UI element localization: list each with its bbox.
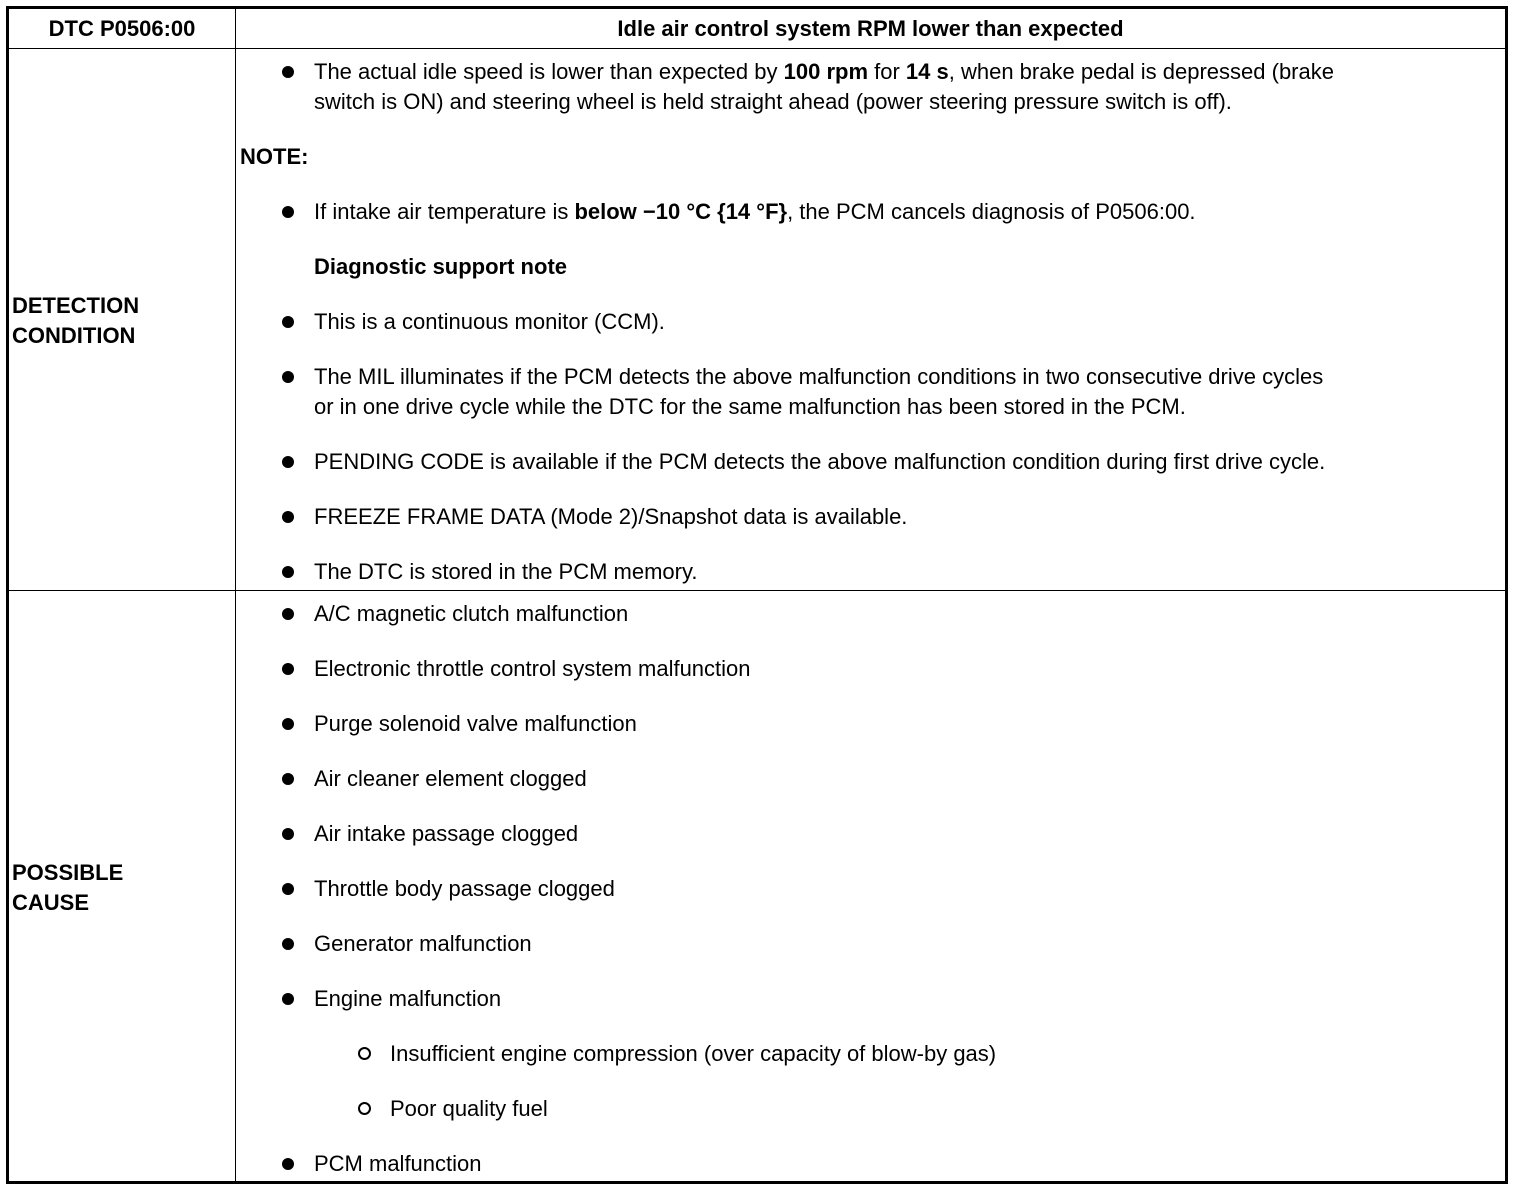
cause-item: Air cleaner element clogged [314,766,587,791]
bullet-icon [282,1158,294,1170]
cause-sub-item: Insufficient engine compression (over capacity of blow-by gas) [390,1041,997,1066]
bullet-icon [282,371,294,383]
bullet-icon [282,316,294,328]
column-divider [235,9,236,1181]
bullet-icon [282,663,294,675]
cause-item: Electronic throttle control system malfunction [314,656,751,681]
bullet-icon [282,456,294,468]
cause-item: Engine malfunction [314,986,502,1011]
hollow-bullet-icon [358,1047,371,1060]
cause-item: Generator malfunction [314,931,532,956]
support-item-mil-line-1: The MIL illuminates if the PCM detects the above malfunction conditions in two consecutive drive cycles [314,364,1324,389]
bullet-icon [282,938,294,950]
possible-cause-label: POSSIBLE CAUSE [12,860,124,915]
bullet-icon [282,718,294,730]
bullet-icon [282,566,294,578]
support-item-pending-code: PENDING CODE is available if the PCM detects the above malfunction condition during first drive cycle. [314,449,1326,474]
header-divider [9,48,1505,49]
cause-item: Purge solenoid valve malfunction [314,711,637,736]
support-item-ccm: This is a continuous monitor (CCM). [314,309,665,334]
dtc-title: Idle air control system RPM lower than expected [617,16,1124,41]
bullet-icon [282,66,294,78]
detection-bullet-1-line-2: switch is ON) and steering wheel is held straight ahead (power steering pressure switch is off). [314,89,1232,114]
cause-item: PCM malfunction [314,1151,482,1176]
section-divider [9,590,1505,591]
hollow-bullet-icon [358,1102,371,1115]
bullet-icon [282,511,294,523]
support-item-dtc-stored: The DTC is stored in the PCM memory. [314,559,698,584]
detection-condition-label: DETECTION CONDITION [12,293,140,348]
cause-item: Throttle body passage clogged [314,876,615,901]
bullet-icon [282,773,294,785]
cause-sub-item: Poor quality fuel [390,1096,548,1121]
support-item-freeze-frame: FREEZE FRAME DATA (Mode 2)/Snapshot data is available. [314,504,908,529]
cause-item: Air intake passage clogged [314,821,579,846]
cause-item: A/C magnetic clutch malfunction [314,601,629,626]
detection-bullet-1-line-1: The actual idle speed is lower than expected by 100 rpm for 14 s, when brake pedal is depressed (brake [314,59,1334,84]
bullet-icon [282,206,294,218]
note-label: NOTE: [240,144,309,169]
bullet-icon [282,883,294,895]
bullet-icon [282,608,294,620]
support-note-heading: Diagnostic support note [314,254,567,279]
dtc-code: DTC P0506:00 [48,16,196,41]
note-item: If intake air temperature is below −10 °C {14 °F}, the PCM cancels diagnosis of P0506:00. [314,199,1196,224]
dtc-table [6,6,1508,1184]
bullet-icon [282,828,294,840]
bullet-icon [282,993,294,1005]
support-item-mil-line-2: or in one drive cycle while the DTC for the same malfunction has been stored in the PCM. [314,394,1186,419]
